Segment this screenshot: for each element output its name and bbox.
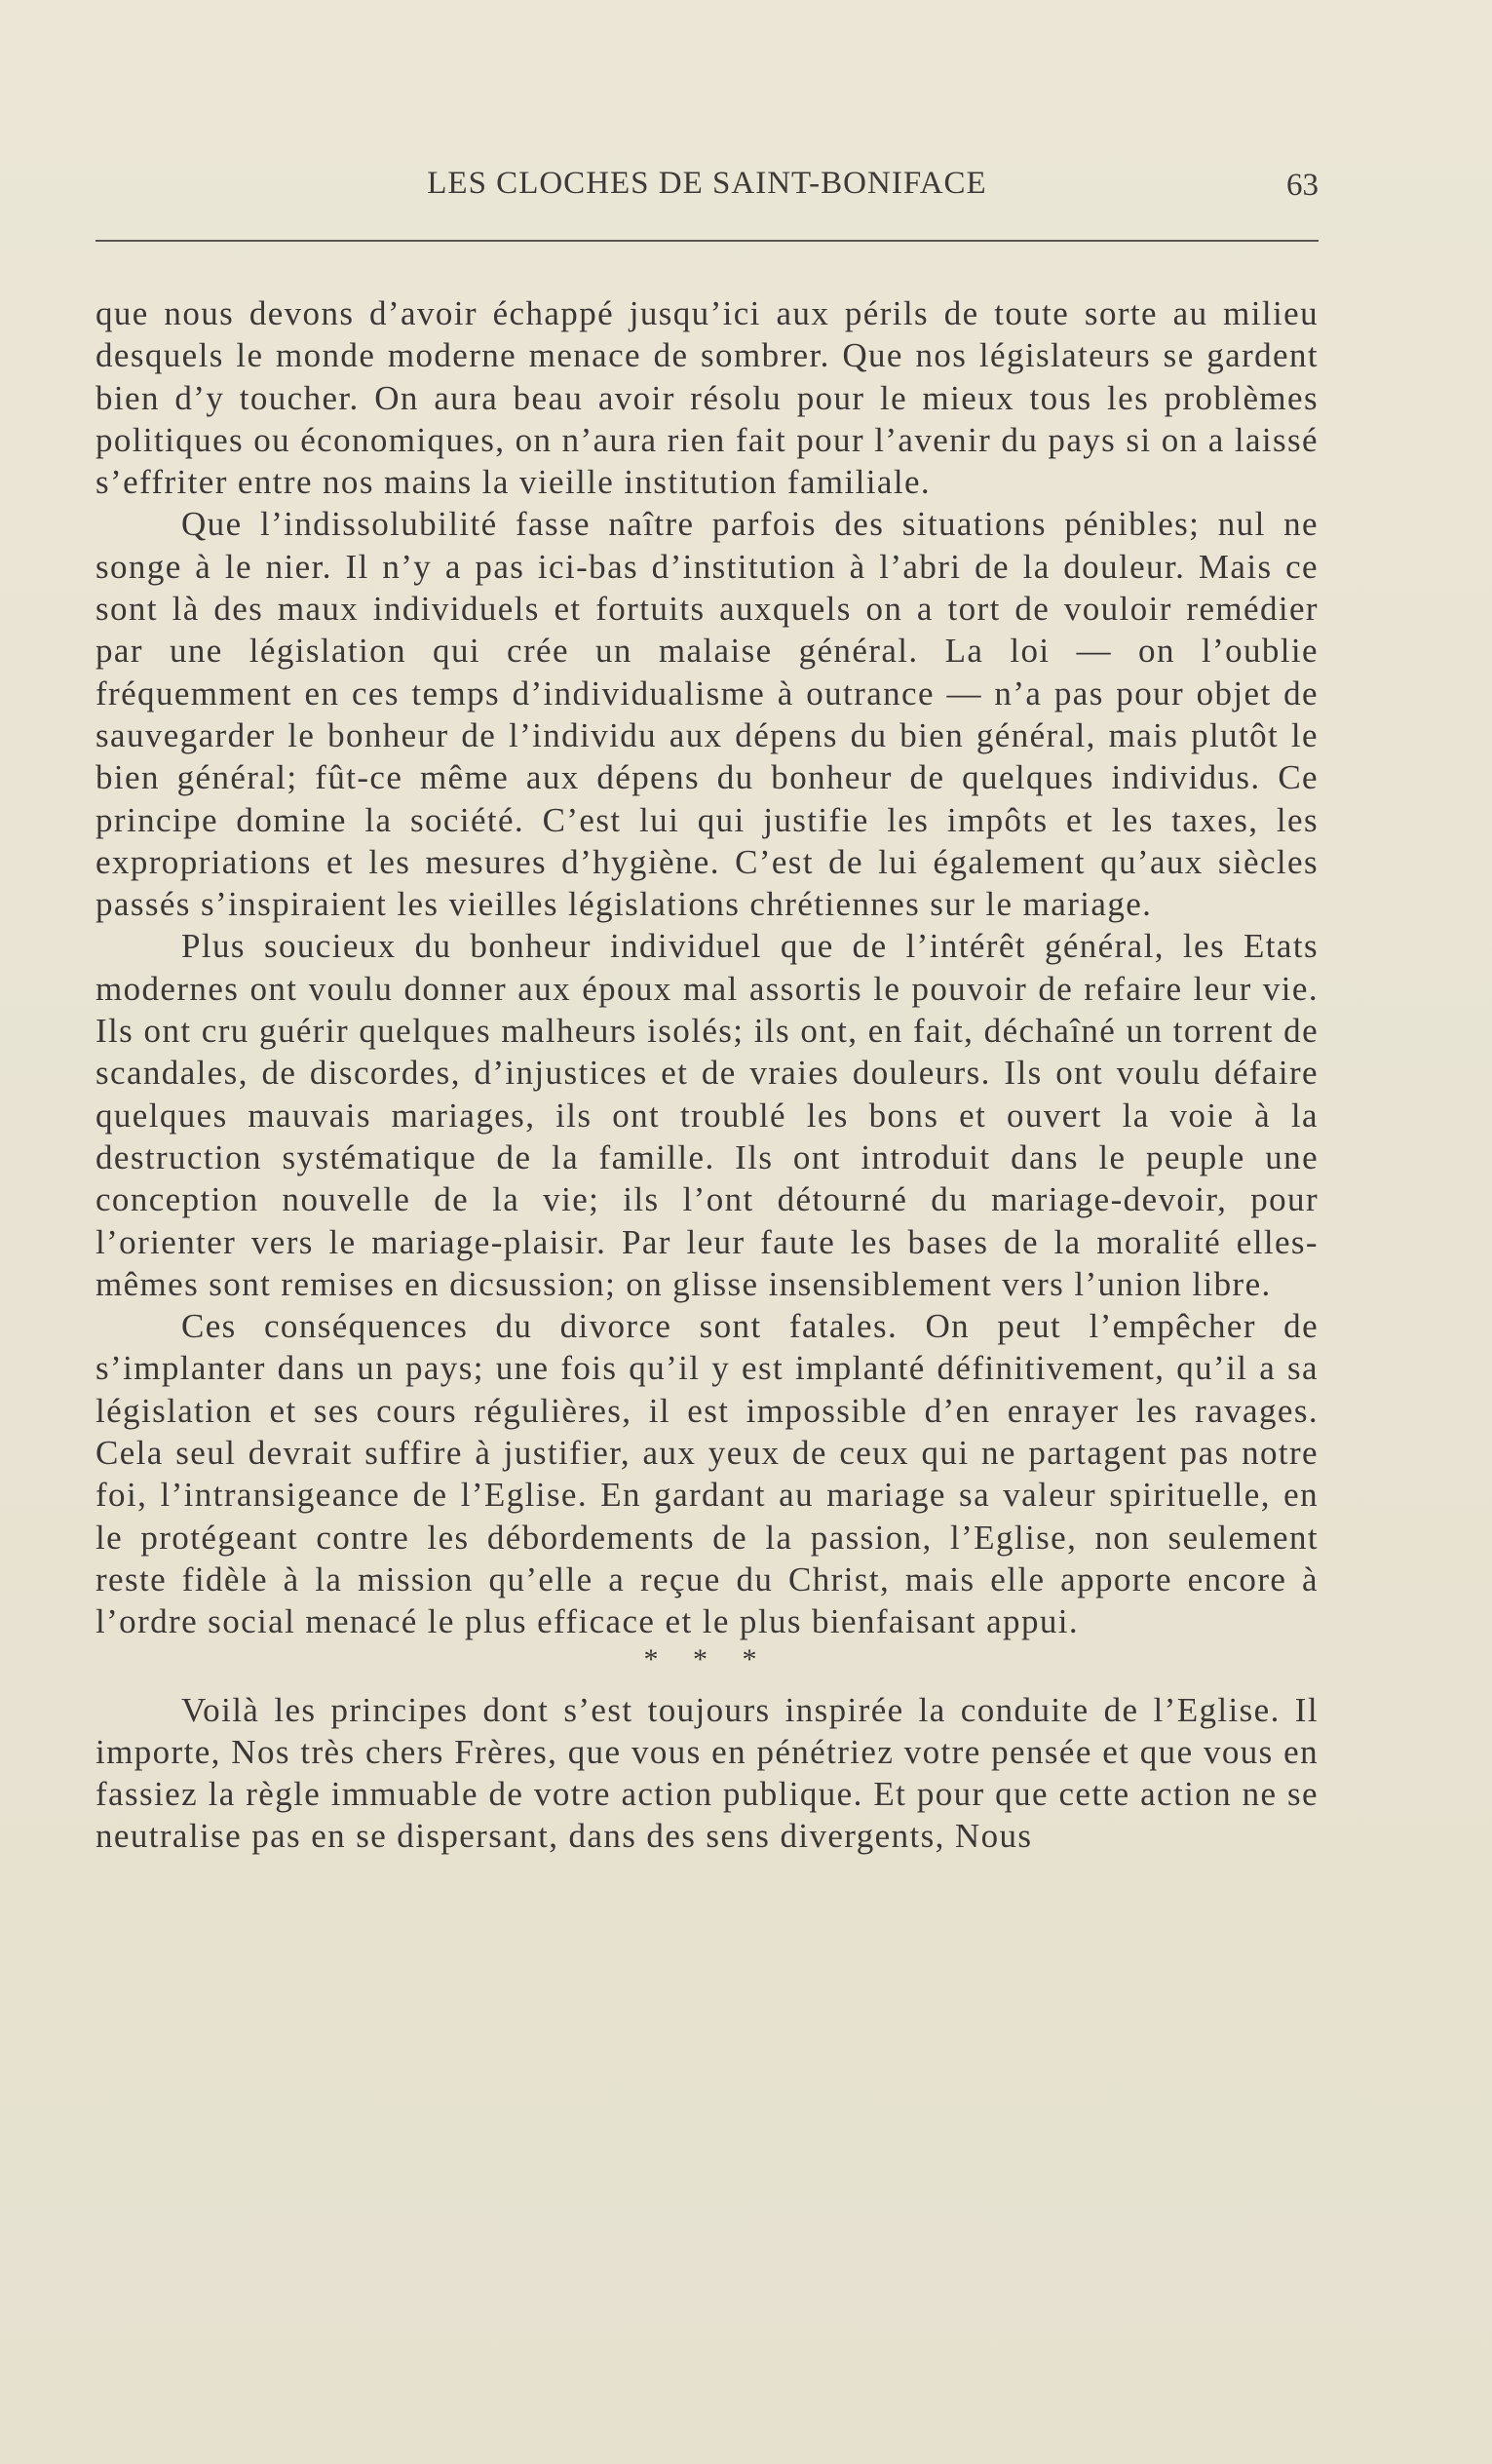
body-text	[96, 292, 1319, 1858]
header-rule	[96, 240, 1319, 242]
paragraph-2: Que l’indissolubilité fasse naître parfois des situations pénibles; nul ne songe à le nier. Il n’y a pas ici-bas d’institution à l’abri de la douleur. Mais ce sont là des maux individuels et fortuits auxquels on a tort de vouloir remédier par une législation qui crée un malaise général. La loi — on l’oublie fréquemment en ces temps d’individualisme à outrance — n’a pas pour objet de sauvegarder le bonheur de l’individu aux dépens du bien général, mais plutôt le bien général; fût-ce même aux dépens du bonheur de quelques individus. Ce principe domine la société. C’est lui qui justifie les impôts et les taxes, les expropriations et les mesures d’hygiène. C’est de lui également qu’aux siècles passés s’inspiraient les vieilles législations chrétiennes sur le mariage.	[96, 505, 1319, 924]
section-separator: * * *	[643, 1642, 771, 1675]
running-head	[96, 166, 1319, 214]
paragraph-5: Voilà les principes dont s’est toujours inspirée la conduite de l’Eglise. Il importe, Nos très chers Frères, que vous en pénétriez votre pensée et que vous en fassiez la règle immuable de votre action publique. Et pour que cette action ne se neutralise pas en se dispersant, dans des sens divergents, Nous	[96, 1690, 1319, 1856]
paragraph-3: Plus soucieux du bonheur individuel que de l’intérêt général, les Etats modernes ont voulu donner aux époux mal assortis le pouvoir de refaire leur vie. Ils ont cru guérir quelques malheurs isolés; ils ont, en fait, déchaîné un torrent de scandales, de discordes, d’injustices et de vraies douleurs. Ils ont voulu défaire quelques mauvais mariages, ils ont troublé les bons et ouvert la voie à la destruction systématique de la famille. Ils ont introduit dans le peuple une conception nouvelle de la vie; ils l’ont détourné du mariage-devoir, pour l’orienter vers le mariage-plaisir. Par leur faute les bases de la moralité elles-mêmes sont remises en dicsussion; on glisse insensiblement vers l’union libre.	[96, 927, 1319, 1303]
paragraph-1: que nous devons d’avoir échappé jusqu’ici aux périls de toute sorte au milieu desquels le monde moderne menace de sombrer. Que nos législateurs se gardent bien d’y toucher. On aura beau avoir résolu pour le mieux tous les problèmes politiques ou économiques, on n’aura rien fait pour l’avenir du pays si on a laissé s’effriter entre nos mains la vieille institution familiale.	[96, 294, 1319, 502]
paragraph-4: Ces conséquences du divorce sont fatales. On peut l’empêcher de s’implanter dans un pays; une fois qu’il y est implanté définitivement, qu’il a sa législation et ses cours régulières, il est impossible d’en enrayer les ravages. Cela seul devrait suffire à justifier, aux yeux de ceux qui ne partagent pas notre foi, l’intransigeance de l’Eglise. En gardant au mariage sa valeur spirituelle, en le protégeant contre les débordements de la passion, l’Eglise, non seulement reste fidèle à la mission qu’elle a reçue du Christ, mais elle apporte encore à l’ordre social menacé le plus efficace et le plus bienfaisant appui.	[96, 1307, 1319, 1641]
running-title: LES CLOCHES DE SAINT-BONIFACE	[427, 166, 987, 201]
page-number: 63	[1286, 168, 1319, 203]
